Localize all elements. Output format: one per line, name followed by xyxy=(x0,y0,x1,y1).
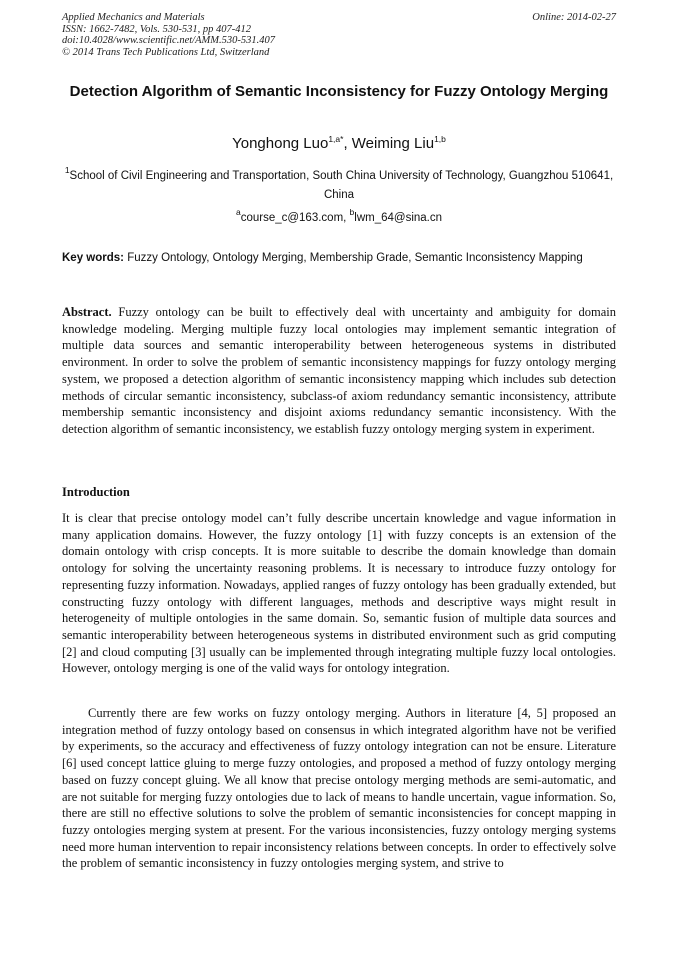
author-name: Weiming Liu xyxy=(351,135,435,152)
paper-title: Detection Algorithm of Semantic Inconsistency for Fuzzy Ontology Merging xyxy=(69,83,609,100)
affiliation-text: School of Civil Engineering and Transportation, South China University of Technology, Guangzhou 510641, China xyxy=(69,170,614,201)
keywords-label: Key words: xyxy=(62,252,124,264)
abstract-label: Abstract. xyxy=(62,305,112,319)
author-emails xyxy=(62,207,616,226)
email-a[interactable]: course_c@163.com, xyxy=(240,212,350,224)
introduction-paragraph-2: Currently there are few works on fuzzy ontology merging. Authors in literature [4, 5] proposed an integration method of fuzzy ontology based on consensus in which integrated algorithm have not be verified by experiments, so the accuracy and effectiveness of fuzzy ontology integration can not be ensure. Literature [6] used concept lattice gluing to merge fuzzy ontologies, and proposed a method of fuzzy ontology merging based on fuzzy concept gluing. We all know that precise ontology merging methods are semi-automatic, and are not suitable for merging fuzzy ontologies due to lack of means to handle uncertain, vague information. So, there are still no effective solutions to solve the problem of semantic inconsistencies for concept mapping in fuzzy ontologies merging system at present. For the various inconsistencies, fuzzy ontology merging systems need more human intervention to repair inconsistency relations between concepts. In order to effectively solve the problem of semantic inconsistency in fuzzy ontologies merging system, and strive to xyxy=(62,706,616,871)
online-date: Online: 2014-02-27 xyxy=(532,12,616,23)
journal-header xyxy=(62,12,616,58)
keywords-block xyxy=(62,250,616,267)
abstract-block xyxy=(62,304,616,438)
affiliation xyxy=(62,167,616,205)
journal-name: Applied Mechanics and Materials xyxy=(62,12,205,23)
author-list xyxy=(62,134,616,154)
author-superscript: 1,a* xyxy=(328,134,344,144)
email-superscript: a xyxy=(235,207,241,217)
introduction-paragraph-1: It is clear that precise ontology model can’t fully describe uncertain knowledge and vague information in many application domains. However, the fuzzy ontology [1] with fuzzy concepts is an extension of the domain ontology with crisp concepts. It is more suitable to describe the domain knowledge than domain ontology for solving the uncertainty reasoning problems. It is necessary to introduce fuzzy ontology for representing fuzzy information. Nowadays, applied ranges of fuzzy ontology has been gradually extended, but constructing fuzzy ontology with different languages, methods and descriptive ways might result in heterogeneity of multiple ontologies in the same domain. So, semantic fusion of multiple data sources and semantic interoperability between heterogeneous systems in distributed environment such as grid computing [2] and cloud computing [3] usually can be implemented through integrating multiple fuzzy local ontologies. However, ontology merging is one of the valid ways for ontology integration. xyxy=(62,511,616,676)
author-name: Yonghong Luo xyxy=(232,135,329,152)
affiliation-superscript: 1 xyxy=(64,165,70,175)
copyright-line: © 2014 Trans Tech Publications Ltd, Switzerland xyxy=(62,46,270,58)
author-superscript: 1,b xyxy=(434,134,446,144)
keywords-text: Fuzzy Ontology, Ontology Merging, Membership Grade, Semantic Inconsistency Mapping xyxy=(127,252,583,264)
abstract-text: Fuzzy ontology can be built to effectively deal with uncertainty and ambiguity for domain knowledge modeling. Merging multiple fuzzy local ontologies may implement semantic integration of multiple data sources and semantic interoperability between heterogeneous systems in distributed environment. In order to solve the problem of semantic inconsistency mappings for fuzzy ontology merging system, we proposed a detection algorithm of semantic inconsistency mapping which includes sub detection methods of circular semantic inconsistency, subclass-of axiom redundancy semantic inconsistency, attribute membership semantic inconsistency and disjoint axioms redundancy semantic inconsistency. With the detection algorithm of semantic inconsistency, we establish fuzzy ontology merging system in experiment. xyxy=(62,305,616,436)
email-b[interactable]: lwm_64@sina.cn xyxy=(354,212,443,224)
doi-line: doi:10.4028/www.scientific.net/AMM.530-531.407 xyxy=(62,35,275,46)
email-superscript: b xyxy=(349,207,355,217)
section-heading-introduction: Introduction xyxy=(62,485,130,499)
issn-line: ISSN: 1662-7482, Vols. 530-531, pp 407-412 xyxy=(62,23,251,35)
author-separator: , xyxy=(343,135,352,152)
